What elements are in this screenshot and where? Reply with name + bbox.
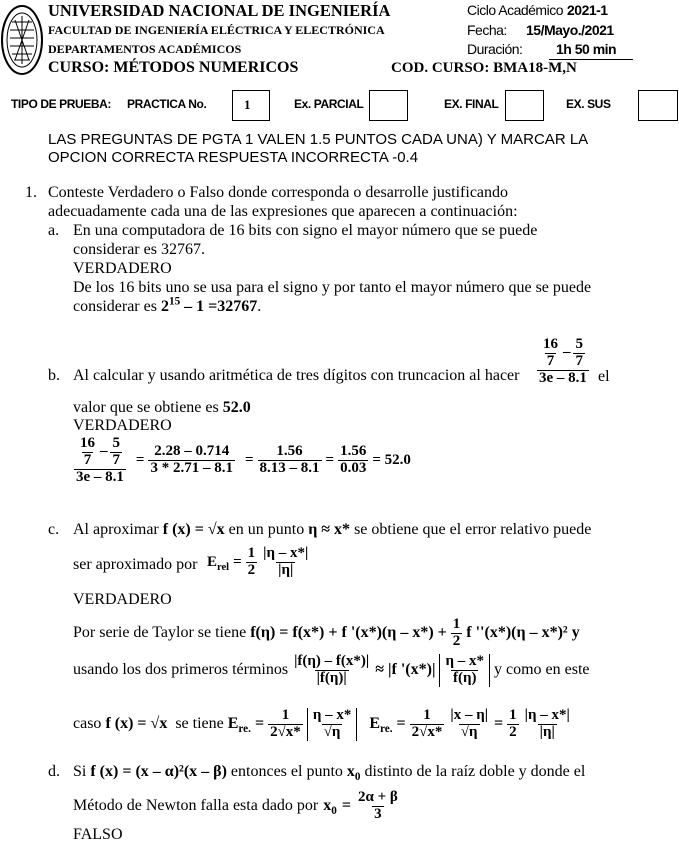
university-name: UNIVERSIDAD NACIONAL DE INGENIERÍA: [48, 1, 391, 20]
practica-label: PRACTICA No.: [127, 97, 207, 111]
practica-value: 1: [244, 97, 251, 112]
duration-underline: [549, 59, 633, 60]
parcial-label: Ex. PARCIAL: [294, 97, 364, 111]
university-seal-logo: [0, 2, 44, 78]
instruction-line-2: OPCION CORRECTA RESPUESTA INCORRECTA -0.4: [48, 149, 419, 166]
course-code: COD. CURSO: BMA18-M,N: [391, 60, 577, 76]
faculty-name: FACULTAD DE INGENIERÍA ELÉCTRICA Y ELECTRÓNICA: [48, 23, 385, 37]
item-d-line-2: Método de Newton falla esta dado por $x_0$ = $\frac{2\alpha + \beta}{3}$: [73, 789, 398, 822]
item-a-letter: a.: [48, 222, 60, 239]
item-b-value-line: valor que se obtiene es 52.0: [73, 399, 251, 416]
item-c-line-2: ser aproximado por: [73, 556, 198, 573]
course-name: CURSO: MÉTODOS NUMERICOS: [48, 59, 299, 76]
parcial-box: [369, 90, 408, 121]
item-a-line-2: considerar es 32767.: [73, 241, 205, 258]
item-c-line-1: Al aproximar f (x) = √x en un punto η ≈ x* se obtiene que el error relativo puede: [73, 521, 592, 538]
item-b-expression: $\frac{16}{7}$ – $\frac{5}{7}$ 3e – 8.1: [539, 336, 587, 386]
item-a-explanation-1: De los 16 bits uno se usa para el signo y por tanto el mayor número que se puede: [73, 279, 592, 296]
final-label: EX. FINAL: [444, 97, 499, 111]
item-a-answer: VERDADERO: [73, 260, 172, 277]
date-value: 15/Mayo./2021: [526, 22, 614, 38]
item-b-computation: $\frac{16}{7}$ – $\frac{5}{7}$ 3e – 8.1 = $\frac{2.28 - 0.714}{3 * 2.71 - 8.1}$ = $\frac{1.56}{8.13 - 8.1}$ = $\frac{1.56}{0.03}$ = 52.0: [76, 435, 411, 485]
item-a-line-1: En una computadora de 16 bits con signo el mayor número que se puede: [73, 222, 538, 239]
item-c-taylor-line: Por serie de Taylor se tiene f(η) = f(x*) + f '(x*)(η – x*) + $\frac{1}{2}$ f ''(x*)(η – x*)² y: [73, 616, 580, 649]
question-number: 1.: [25, 184, 37, 201]
item-b-text: Al calcular y usando aritmética de tres dígitos con truncacion al hacer: [73, 367, 520, 384]
final-box: [505, 90, 544, 121]
date-label: Fecha:: [467, 22, 507, 38]
department-name: DEPARTAMENTOS ACADÉMICOS: [48, 42, 242, 56]
practica-box: [232, 90, 270, 121]
sus-label: EX. SUS: [566, 97, 611, 111]
item-b-answer: VERDADERO: [73, 417, 172, 434]
item-c-two-terms-line: usando los dos primeros términos $\frac{|f(\eta) - f(x*)|}{|f(\eta)|}$ ≈ |f '(x*)| $\frac{\eta - x*}{f(\eta)}$ y como en este: [73, 653, 590, 686]
duration-label: Duración:: [467, 41, 523, 57]
instruction-line-1: LAS PREGUNTAS DE PGTA 1 VALEN 1.5 PUNTOS CADA UNA) Y MARCAR LA: [48, 131, 589, 148]
test-type-label: TIPO DE PRUEBA:: [11, 97, 112, 111]
item-a-explanation-2: considerar es $2^{15} - 1 =32767$.: [73, 295, 262, 315]
item-b-after: el: [598, 368, 610, 385]
question-line-2: adecuadamente cada una de las expresiones que aparecen a continuación:: [48, 203, 518, 220]
item-d-answer: FALSO: [73, 826, 123, 843]
item-c-answer: VERDADERO: [73, 591, 172, 608]
item-b-letter: b.: [48, 367, 60, 384]
item-c-case-line: caso f (x) = √x se tiene $E_{re.}$ = $\frac{1}{2√x*}$ $\frac{\eta - x*}{√\eta}$ $E_{re.}$ = $\frac{1}{2√x*}$ $\frac{|x - \eta|}{√\eta}$ = $\frac{1}{2}$ $\frac{|\eta - x*|}{|\eta|}$: [73, 707, 570, 740]
item-c-erel-formula: $E_{rel}$ = $\frac{1}{2}$ $\frac{|\eta - x*|}{|\eta|}$: [207, 545, 309, 578]
item-c-letter: c.: [48, 521, 60, 538]
sus-box: [638, 90, 678, 121]
item-d-line-1: Si f (x) = (x – α)²(x – β) entonces el punto $x_0$ distinto de la raíz doble y donde el: [73, 763, 586, 784]
cycle-value: 2021-1: [567, 2, 608, 18]
item-d-letter: d.: [48, 763, 60, 780]
duration-value: 1h 50 min: [556, 41, 617, 57]
question-line-1: Conteste Verdadero o Falso donde corresponda o desarrolle justificando: [48, 184, 509, 201]
cycle-label: Ciclo Académico :: [467, 2, 570, 18]
